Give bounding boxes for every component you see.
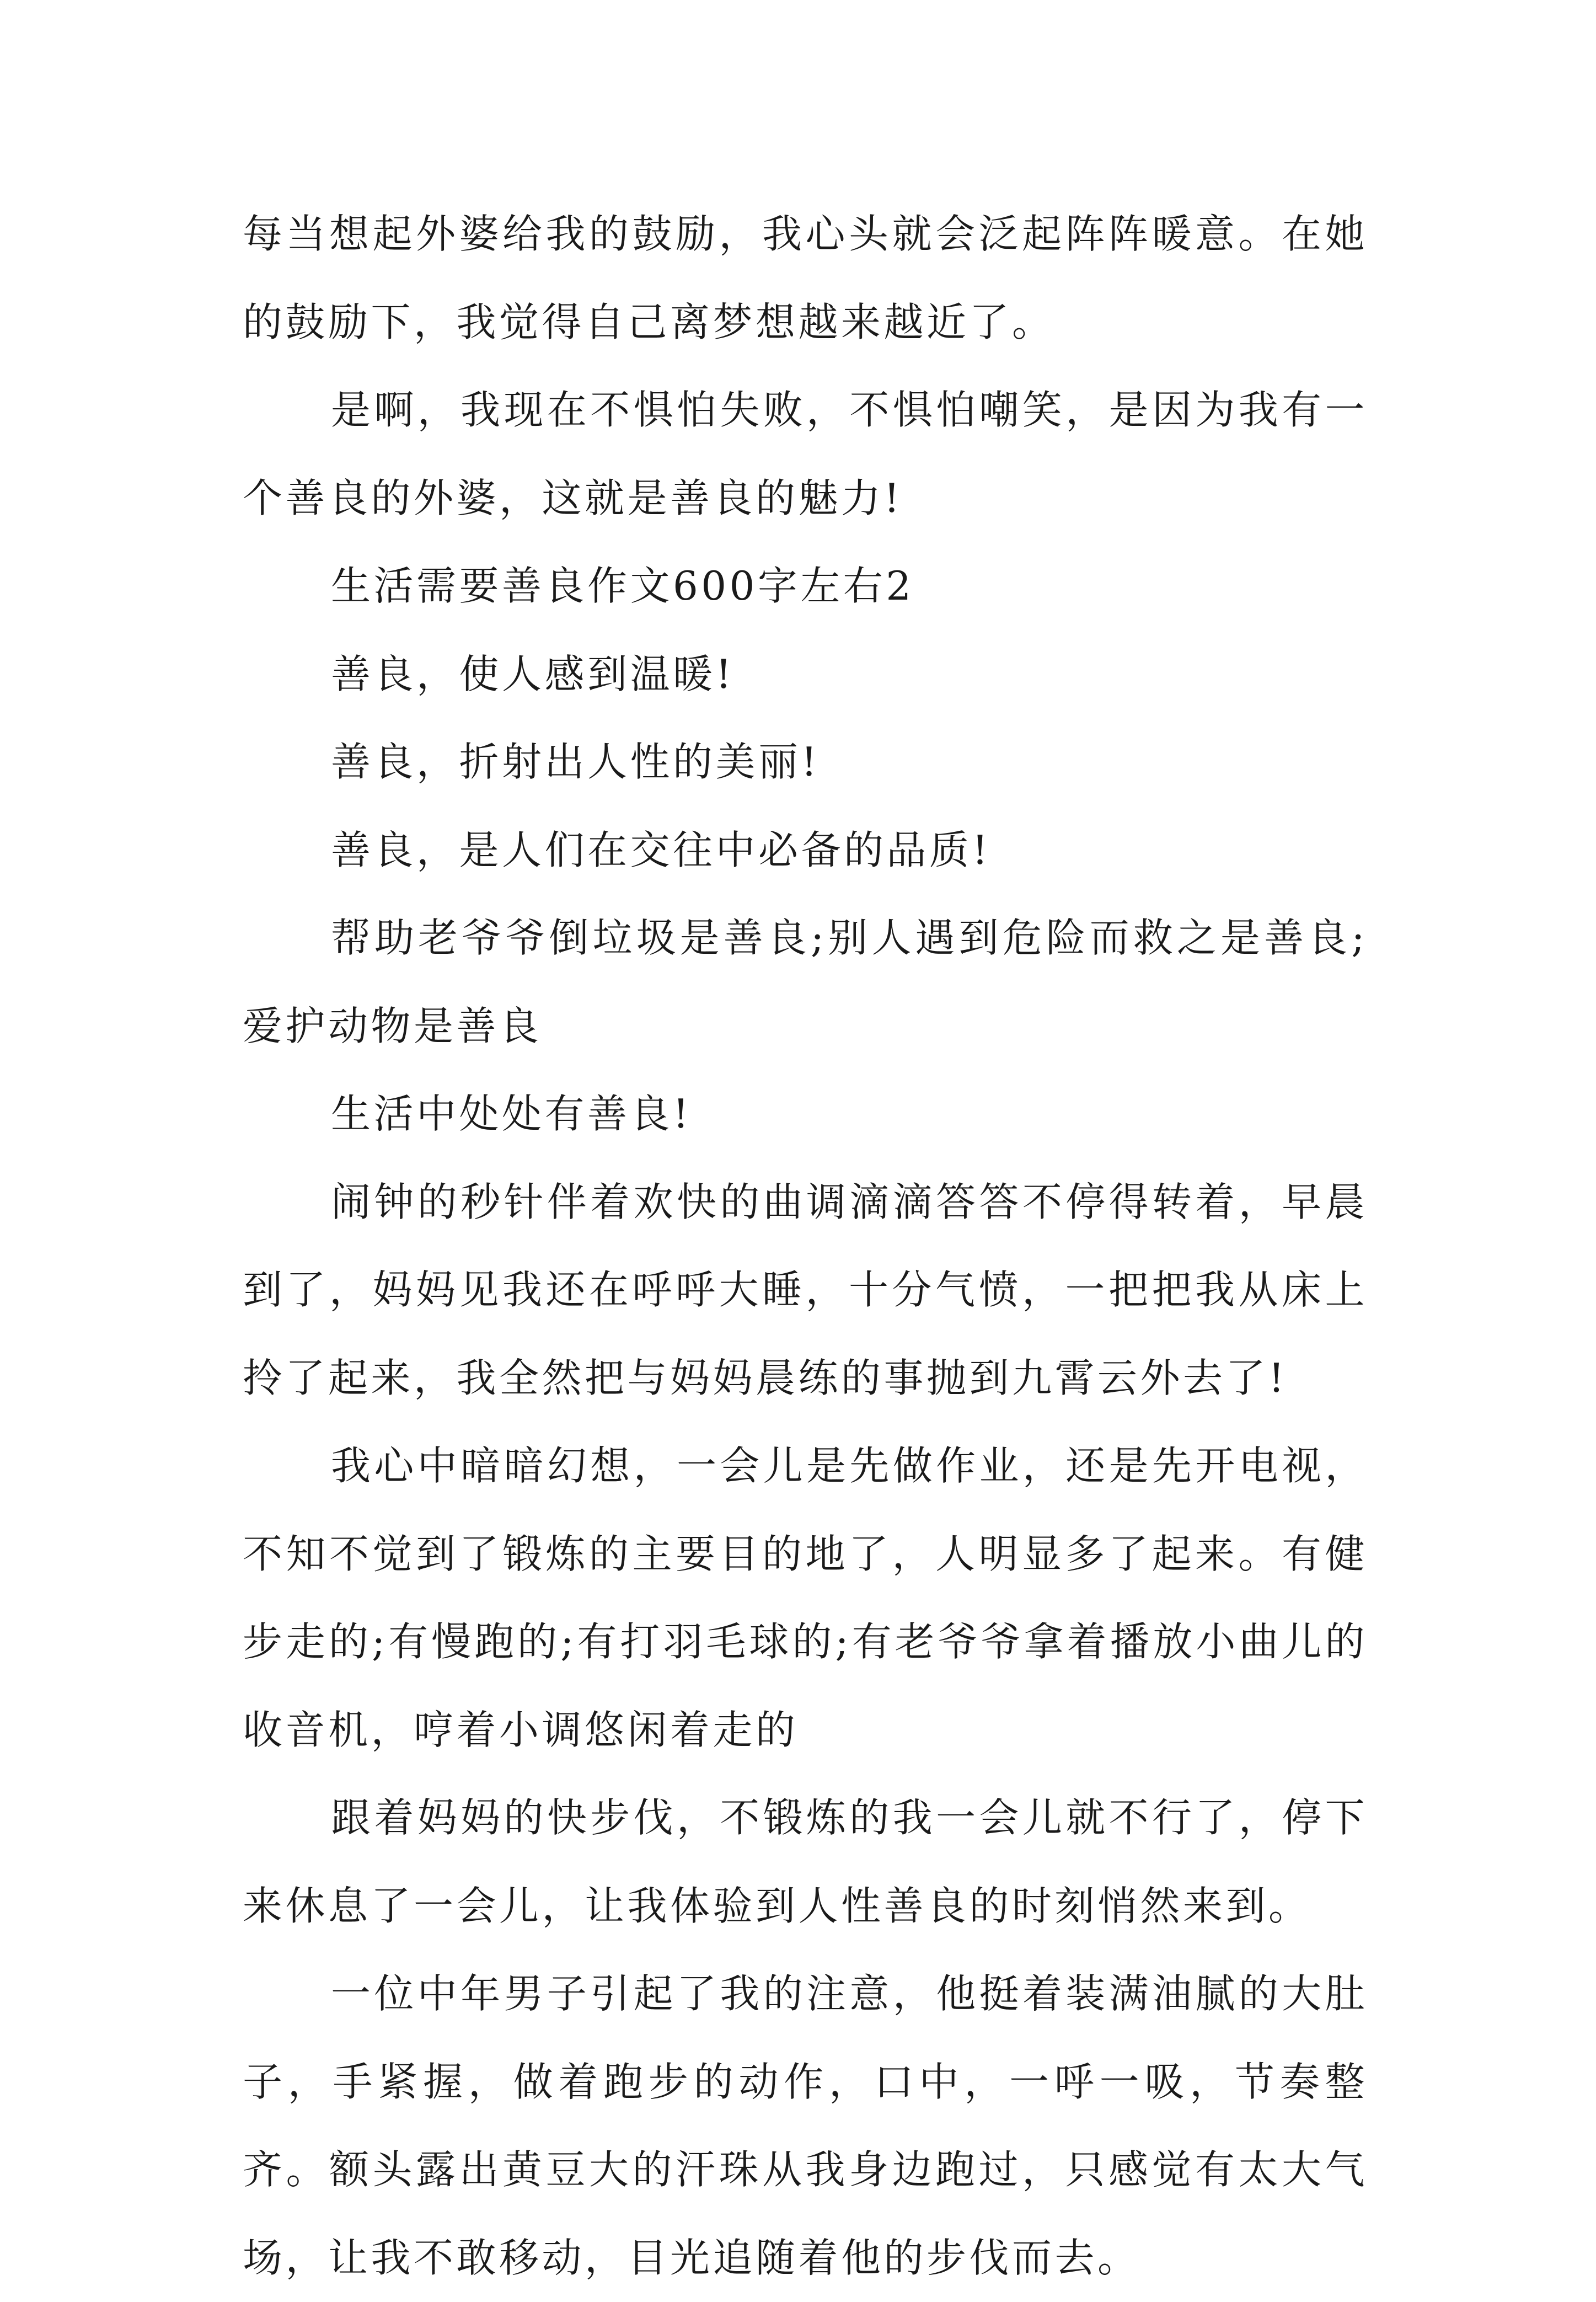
paragraph: 善良，折射出人性的美丽! [331, 739, 820, 785]
document-body [243, 190, 1368, 2302]
section-title: 生活需要善良作文600字左右2 [331, 563, 914, 609]
paragraph: 闹钟的秒针伴着欢快的曲调滴滴答答不停得转着，早晨到了，妈妈见我还在呼呼大睡，十分气愤，一把把我从床上拎了起来，我全然把与妈妈晨练的事抛到九霄云外去了! [243, 1178, 1368, 1401]
paragraph-continued: 每当想起外婆给我的鼓励，我心头就会泛起阵阵暖意。在她的鼓励下，我觉得自己离梦想越来越近了。 [243, 211, 1368, 345]
paragraph: 是啊，我现在不惧怕失败，不惧怕嘲笑，是因为我有一个善良的外婆，这就是善良的魅力! [243, 387, 1368, 521]
paragraph: 善良，使人感到温暖! [331, 650, 735, 697]
paragraph: 我心中暗暗幻想，一会儿是先做作业，还是先开电视，不知不觉到了锻炼的主要目的地了，人明显多了起来。有健步走的;有慢跑的;有打羽毛球的;有老爷爷拿着播放小曲儿的收音机，哼着小调悠闲着走的 [243, 1443, 1368, 1753]
paragraph: 善良，是人们在交往中必备的品质! [331, 826, 991, 873]
paragraph: 一位中年男子引起了我的注意，他挺着装满油腻的大肚子，手紧握，做着跑步的动作，口中，一呼一吸，节奏整齐。额头露出黄豆大的汗珠从我身边跑过，只感觉有太大气场，让我不敢移动，目光追随着他的步伐而去。 [243, 1970, 1368, 2281]
paragraph: 帮助老爷爷倒垃圾是善良;别人遇到危险而救之是善良;爱护动物是善良 [243, 915, 1368, 1049]
paragraph: 跟着妈妈的快步伐，不锻炼的我一会儿就不行了，停下来休息了一会儿，让我体验到人性善良的时刻悄然来到。 [243, 1794, 1368, 1929]
paragraph: 生活中处处有善良! [331, 1091, 692, 1137]
